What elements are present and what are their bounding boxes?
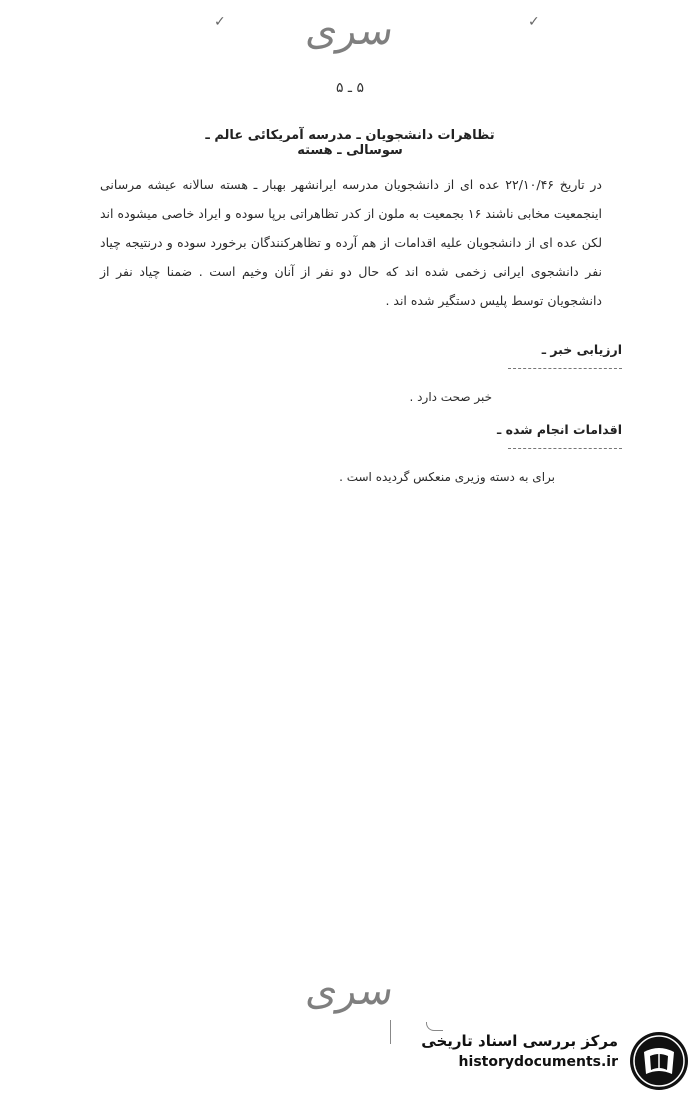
- corner-tick-mark: ✓: [528, 14, 540, 30]
- classification-stamp-top: سری: [303, 8, 397, 54]
- corner-tick-mark: ✓: [214, 14, 226, 30]
- stamp-stroke: [390, 1020, 391, 1044]
- history-documents-logo-icon: [628, 1030, 690, 1092]
- action-text: برای به دسته وزیری منعکس گردیده است .: [339, 470, 555, 484]
- evaluation-label: ارزیابی خبر ـ: [541, 342, 622, 357]
- watermark-org-name: مرکز بررسی اسناد تاریخی: [421, 1032, 618, 1050]
- evaluation-text: خبر صحت دارد .: [409, 390, 492, 404]
- action-underline: [508, 448, 622, 449]
- classification-stamp-bottom: سری: [303, 968, 397, 1014]
- document-body: در تاریخ ۲۲/۱۰/۴۶ عده ای از دانشجویان مدرسه ایرانشهر بهبار ـ هسته سالانه عیشه مرسانی اینجمعیت مخابی ناشند ۱۶ بجمعیت به ملون از کدر تظاهراتی برپا سوده و ایراد خاصی میشوده اند لکن عده ای از دانشجویان علیه اقدامات از هم آرده و تظاهرکنندگان برخورد سوده و درنتیجه چیاد نفر دانشجوی ایرانی زخمی شده اند که حال دو نفر از آنان وخیم است . ضمنا چیاد نفر از دانشجویان توسط پلیس دستگیر شده اند .: [100, 177, 602, 308]
- watermark-site: historydocuments.ir: [458, 1054, 618, 1070]
- watermark: [400, 1028, 690, 1094]
- document-title: تظاهرات دانشجویان ـ مدرسه آمریکائی عالم ـ سوسالی ـ هسته: [205, 128, 495, 158]
- action-label: اقدامات انجام شده ـ: [496, 422, 622, 437]
- document-number: ۵ ـ ۵: [335, 80, 365, 96]
- evaluation-underline: [508, 368, 622, 369]
